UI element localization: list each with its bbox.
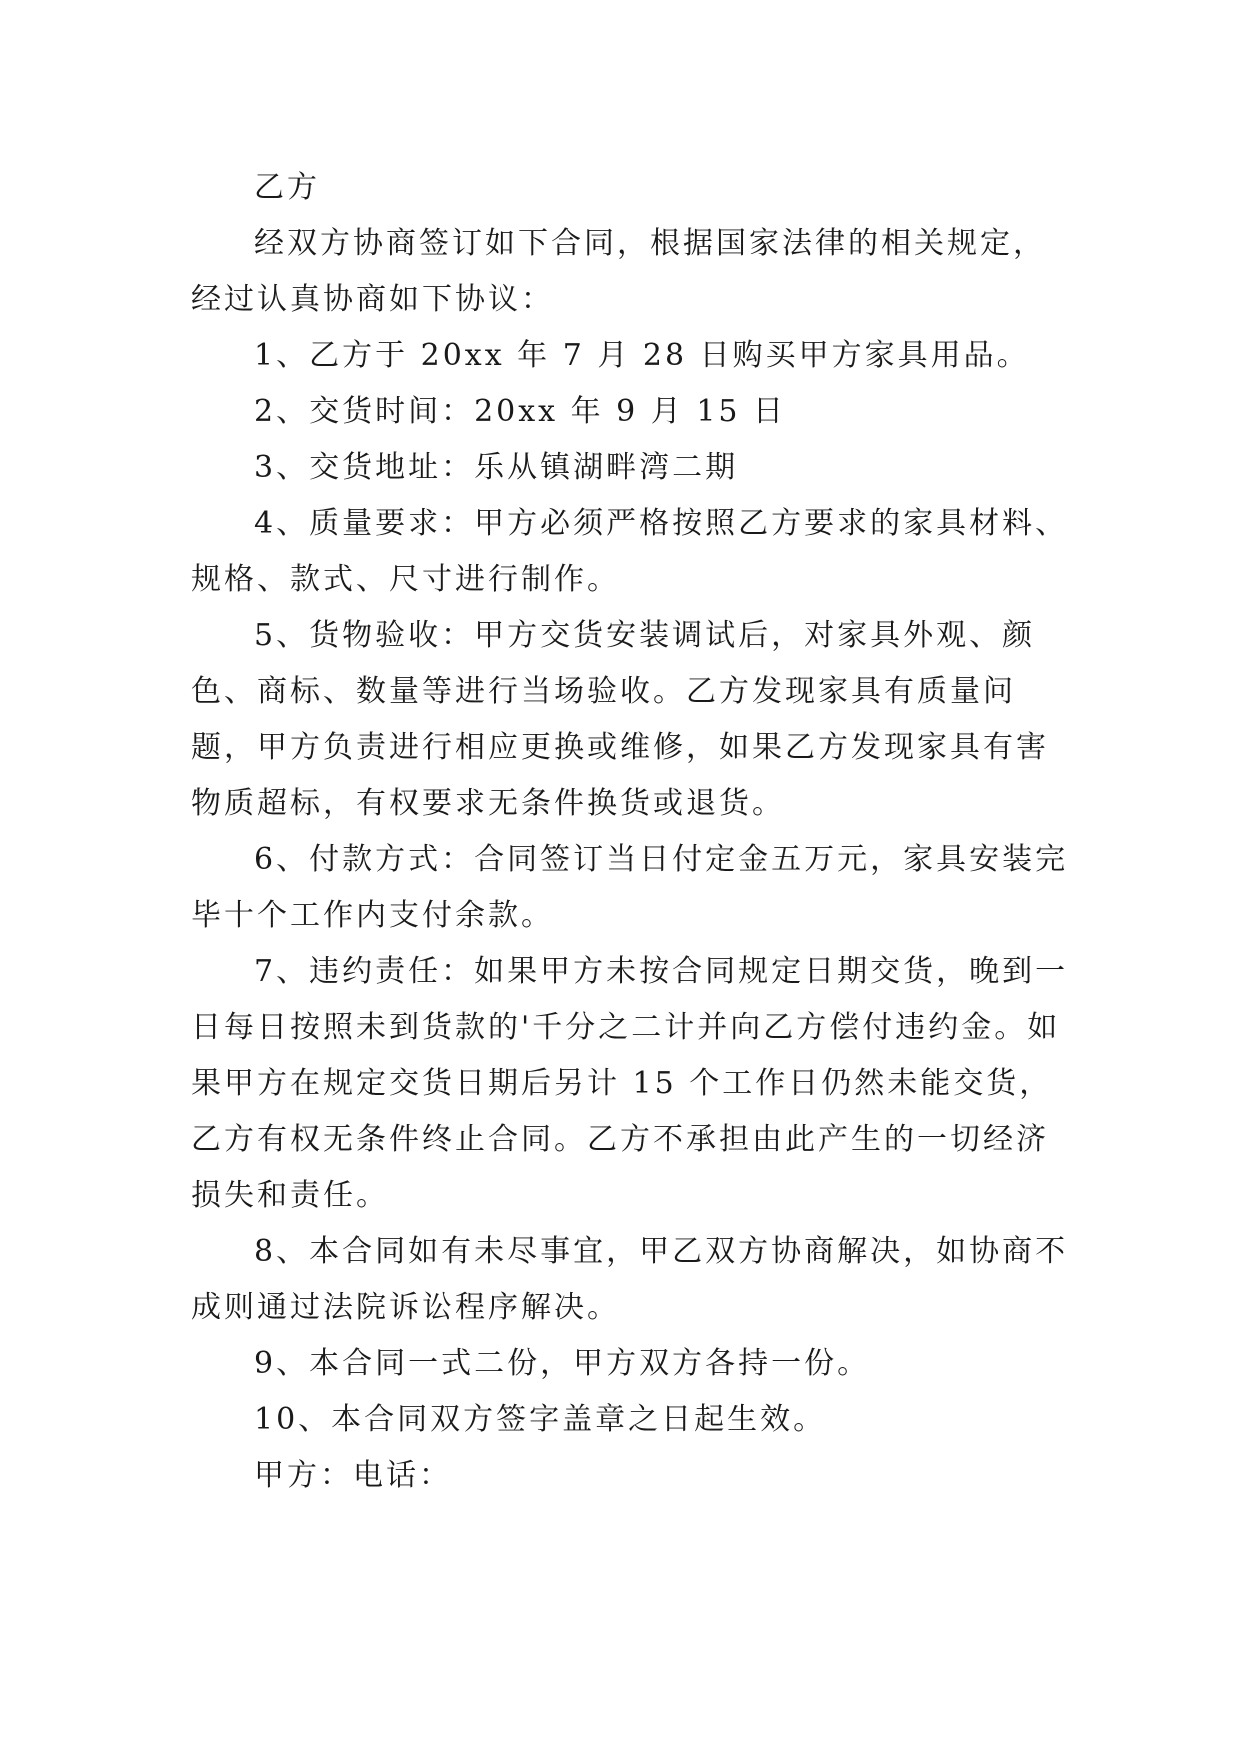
clause-7-breach: 7、违约责任：如果甲方未按合同规定日期交货，晚到一日每日按照未到货款的'千分之二计并向乙方偿付违约金。如果甲方在规定交货日期后另计 15 个工作日仍然未能交货，乙方有权无条件终止合同。乙方不承担由此产生的一切经济损失和责任。 bbox=[191, 954, 1069, 1213]
clause-1-purchase: 1、乙方于 20xx 年 7 月 28 日购买甲方家具用品。 bbox=[254, 338, 1030, 373]
party-b-label: 乙方 bbox=[254, 170, 320, 205]
clause-8-disputes: 8、本合同如有未尽事宜，甲乙双方协商解决，如协商不成则通过法院诉讼程序解决。 bbox=[191, 1234, 1069, 1325]
clause-3-delivery-address: 3、交货地址：乐从镇湖畔湾二期 bbox=[254, 450, 739, 485]
party-a-phone-line: 甲方：电话： bbox=[254, 1458, 452, 1493]
contract-preamble: 经双方协商签订如下合同，根据国家法律的相关规定，经过认真协商如下协议： bbox=[191, 226, 1046, 317]
clause-2-delivery-time: 2、交货时间：20xx 年 9 月 15 日 bbox=[254, 394, 787, 429]
clause-10-effective: 10、本合同双方签字盖章之日起生效。 bbox=[254, 1402, 827, 1437]
clause-9-copies: 9、本合同一式二份，甲方双方各持一份。 bbox=[254, 1346, 871, 1381]
clause-5-inspection: 5、货物验收：甲方交货安装调试后，对家具外观、颜色、商标、数量等进行当场验收。乙方发现家具有质量问题，甲方负责进行相应更换或维修，如果乙方发现家具有害物质超标，有权要求无条件换货或退货。 bbox=[191, 618, 1049, 821]
contract-body bbox=[191, 160, 1071, 1504]
clause-4-quality: 4、质量要求：甲方必须严格按照乙方要求的家具材料、规格、款式、尺寸进行制作。 bbox=[191, 506, 1069, 597]
clause-6-payment: 6、付款方式：合同签订当日付定金五万元，家具安装完毕十个工作内支付余款。 bbox=[191, 842, 1069, 933]
